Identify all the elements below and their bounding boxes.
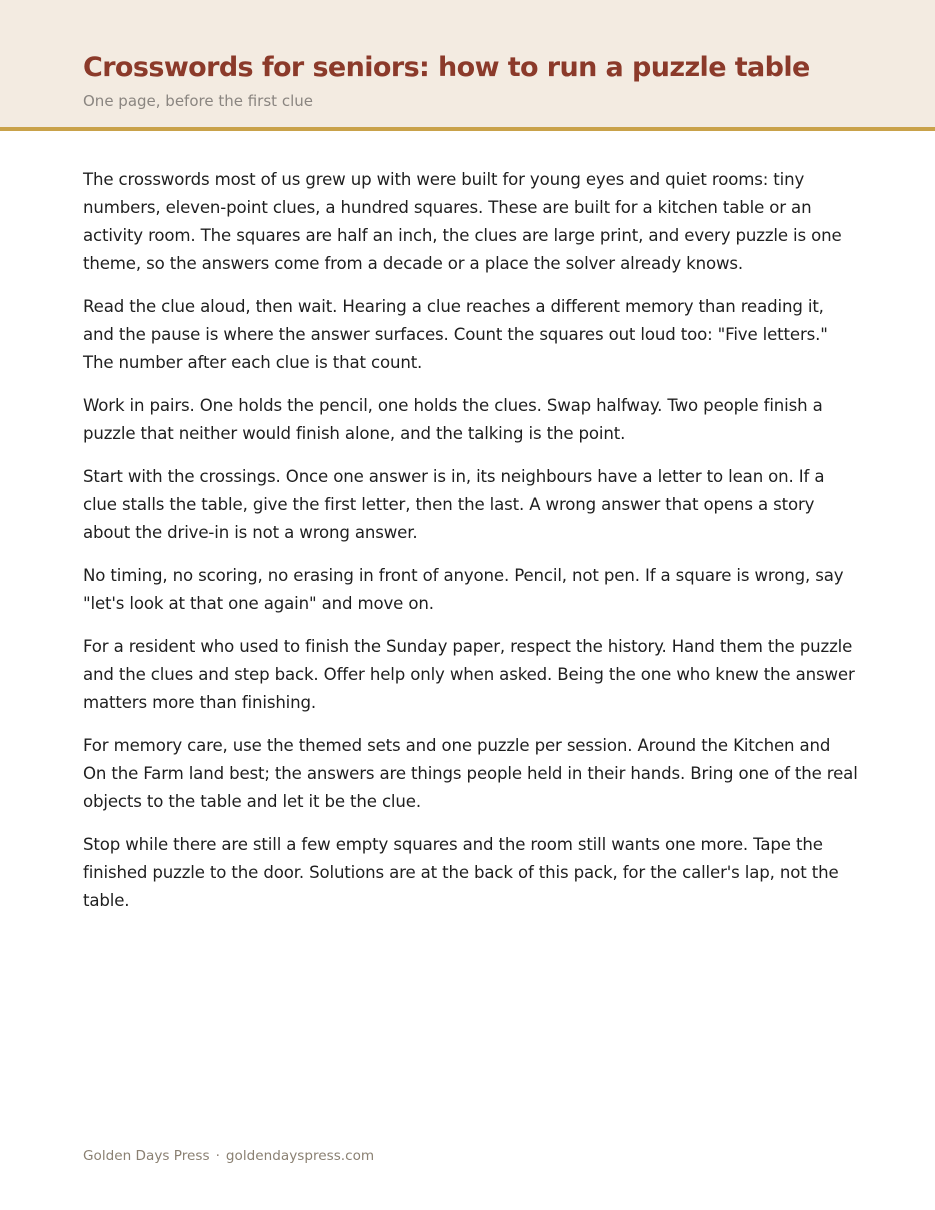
paragraph-pairs: Work in pairs. One holds the pencil, one holds the clues. Swap halfway. Two people finish a puzzle that neither would finish alone, and the talking is the point.	[83, 396, 823, 443]
paragraph-read-aloud: Read the clue aloud, then wait. Hearing a clue reaches a different memory than reading it, and the pause is where the answer surfaces. Count the squares out loud too: "Five letters." The number after each clue is that count.	[83, 297, 828, 372]
footer	[83, 1146, 374, 1166]
footer-publisher: Golden Days Press	[83, 1148, 210, 1164]
paragraph-intro: The crosswords most of us grew up with were built for young eyes and quiet rooms: tiny numbers, eleven-point clues, a hundred squares. These are built for a kitchen table or an activity room. The squares are half an inch, the clues are large print, and every puzzle is one theme, so the answers come from a decade or a place the solver already knows.	[83, 170, 842, 273]
paragraph-stop: Stop while there are still a few empty squares and the room still wants one more. Tape the finished puzzle to the door. Solutions are at the back of this pack, for the caller's lap, not the table.	[83, 835, 839, 910]
paragraph-no-timing: No timing, no scoring, no erasing in front of anyone. Pencil, not pen. If a square is wrong, say "let's look at that one again" and move on.	[83, 566, 844, 613]
article-body	[83, 166, 858, 930]
paragraph-crossings: Start with the crossings. Once one answer is in, its neighbours have a letter to lean on. If a clue stalls the table, give the first letter, then the last. A wrong answer that opens a story about the drive-in is not a wrong answer.	[83, 467, 825, 542]
header-band	[0, 0, 935, 131]
footer-website-link[interactable]: goldendayspress.com	[225, 1148, 375, 1164]
footer-separator: ·	[215, 1148, 220, 1164]
paragraph-memory-care: For memory care, use the themed sets and one puzzle per session. Around the Kitchen and On the Farm land best; the answers are things people held in their hands. Bring one of the real objects to the table and let it be the clue.	[83, 736, 858, 811]
page-title: Crosswords for seniors: how to run a puzzle table	[83, 52, 810, 83]
paragraph-sunday-paper: For a resident who used to finish the Sunday paper, respect the history. Hand them the puzzle and the clues and step back. Offer help only when asked. Being the one who knew the answer matters more than finishing.	[83, 637, 855, 712]
page-subtitle: One page, before the first clue	[83, 92, 313, 110]
